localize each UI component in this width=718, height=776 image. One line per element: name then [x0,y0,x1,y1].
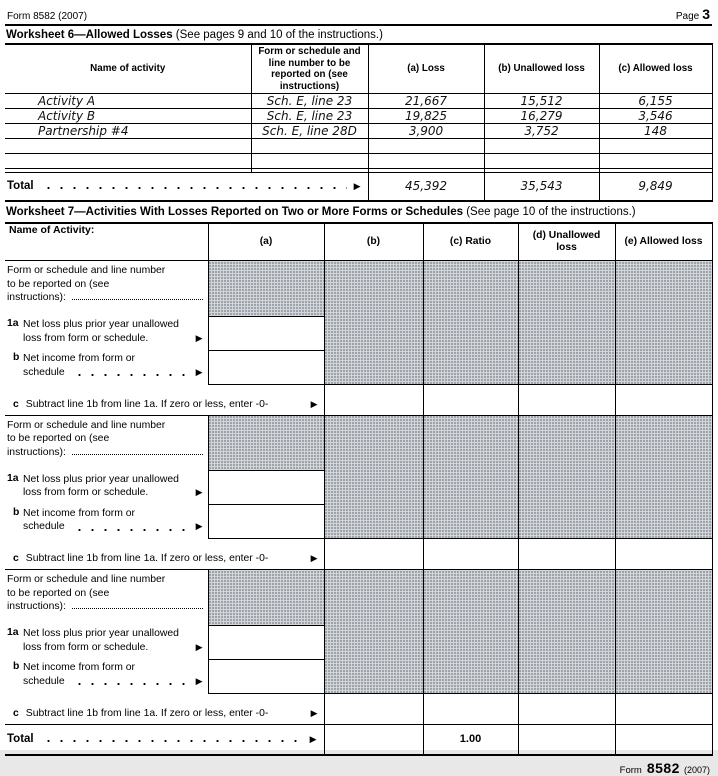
allowed-loss-cell [599,139,712,154]
ws7-col-a: (a) [208,223,324,261]
line-1c-entry-unallowed [518,539,615,570]
ws7-col-b: (b) [324,223,423,261]
ws7-block3-1c-row [5,693,712,724]
line-1a-label: 1a Net loss plus prior year unallowed loss from form or schedule. ▶ [7,627,203,653]
ws6-row-3 [5,124,712,139]
unallowed-loss-cell: 15,512 [484,94,599,109]
line-1b-entry-cell [208,659,324,693]
shaded-cell-allowed [615,261,712,385]
line-1c-entry-b [324,539,423,570]
ws6-row-4 [5,139,712,154]
right-arrow-icon: ▶ [353,181,361,192]
ws6-title-note: (See pages 9 and 10 of the instructions.) [175,29,383,41]
ws7-block3-label-row [5,570,712,625]
dot-leader [73,682,189,686]
page-footer [5,756,712,776]
form-schedule-cell [251,139,368,154]
ws6-col-form: Form or schedule and line number to be reported on (see instructions) [251,44,368,94]
right-arrow-icon: ▶ [195,487,203,498]
right-arrow-icon: ▶ [195,332,203,343]
activity-name-cell [5,139,251,154]
allowed-loss-cell [599,154,712,169]
line-1c-entry-ratio [423,693,518,724]
footer-form-number: 8582 [646,760,680,776]
ws7-title-text: Worksheet 7—Activities With Losses Reported on Two or More Forms or Schedules [6,205,464,218]
dot-leader [42,186,347,190]
activity-name-cell: Activity A [5,94,251,109]
footer-form-label: Form [619,765,642,776]
shaded-cell-ratio [423,415,518,539]
ws7-total-b [324,724,423,755]
unallowed-loss-cell [484,154,599,169]
page-header [5,6,712,24]
ws6-row-2 [5,109,712,124]
form-schedule-label: Form or schedule and line number to be reported on (see instructions): [5,261,208,316]
loss-cell [368,139,484,154]
dotted-entry-line [72,454,203,455]
ws6-table [5,43,713,202]
ws7-block1-1c-row [5,384,712,415]
loss-cell: 3,900 [368,124,484,139]
form-schedule-label: Form or schedule and line number to be reported on (see instructions): [5,570,208,625]
shaded-cell-unallowed [518,415,615,539]
ws7-col-unallowed: (d) Unallowed loss [518,223,615,261]
ws6-title [5,26,712,43]
form-schedule-entry-cell-shaded [208,415,324,470]
loss-cell: 19,825 [368,109,484,124]
shaded-cell-allowed [615,570,712,694]
ws7-total-label-cell [5,724,324,755]
ws7-col-allowed: (e) Allowed loss [615,223,712,261]
ws7-total-label: Total [7,733,34,746]
ws7-block2-1c-row [5,539,712,570]
activity-name-cell: Activity B [5,109,251,124]
line-1b-label: b Net income from form or schedule ▶ [13,352,203,378]
unallowed-loss-cell: 16,279 [484,109,599,124]
line-1c-label: c Subtract line 1b from line 1a. If zero or less, enter -0- ▶ [5,384,324,415]
shaded-cell-unallowed [518,261,615,385]
line-1a-label: 1a Net loss plus prior year unallowed loss from form or schedule. ▶ [7,472,203,499]
ws7-block-labels [5,415,208,539]
right-arrow-icon: ▶ [195,366,203,377]
ws7-title [5,202,712,222]
shaded-cell-ratio [423,570,518,694]
ws7-total-allowed [615,724,712,755]
line-1c-entry-ratio [423,539,518,570]
shaded-cell-b [324,415,423,539]
ws7-block2-label-row [5,415,712,470]
line-1b-entry-cell [208,505,324,539]
ws6-col-loss: (a) Loss [368,44,484,94]
footer-form-year: (2007) [683,765,710,776]
line-1c-label: c Subtract line 1b from line 1a. If zero or less, enter -0- ▶ [5,693,324,724]
line-1c-entry-allowed [615,539,712,570]
ws7-total-unallowed [518,724,615,755]
form-schedule-cell: Sch. E, line 28D [251,124,368,139]
ws6-col-allowed: (c) Allowed loss [599,44,712,94]
form-schedule-entry-cell-shaded [208,570,324,625]
page-indicator [676,6,710,22]
ws6-row-1 [5,94,712,109]
ws6-row-5 [5,154,712,169]
line-1c-entry-b [324,693,423,724]
unallowed-loss-cell: 3,752 [484,124,599,139]
ws7-block-labels [5,570,208,694]
right-arrow-icon: ▶ [310,707,318,718]
right-arrow-icon: ▶ [195,641,203,652]
dot-leader [73,528,189,532]
dotted-entry-line [72,299,203,300]
ws7-total-row [5,724,712,755]
right-arrow-icon: ▶ [309,734,317,745]
allowed-loss-cell: 148 [599,124,712,139]
ws7-col-ratio: (c) Ratio [423,223,518,261]
form-id: Form 8582 (2007) [7,11,88,22]
line-1b-entry-cell [208,350,324,384]
ws6-header-row [5,44,712,94]
line-1c-entry-ratio [423,384,518,415]
dot-leader [73,373,189,377]
ws7-block-labels [5,261,208,385]
line-1c-label: c Subtract line 1b from line 1a. If zero or less, enter -0- ▶ [5,539,324,570]
right-arrow-icon: ▶ [310,398,318,409]
ws6-total-unallowed: 35,543 [484,173,599,201]
loss-cell: 21,667 [368,94,484,109]
activity-name-cell: Partnership #4 [5,124,251,139]
shaded-cell-ratio [423,261,518,385]
ws7-header-row [5,223,712,261]
line-1c-entry-b [324,384,423,415]
shaded-cell-b [324,261,423,385]
shaded-cell-unallowed [518,570,615,694]
line-1a-entry-cell [208,316,324,350]
ws6-total-loss: 45,392 [368,173,484,201]
ws6-total-allowed: 9,849 [599,173,712,201]
unallowed-loss-cell [484,139,599,154]
ws7-title-note: (See page 10 of the instructions.) [466,205,636,218]
form-schedule-entry-cell-shaded [208,261,324,316]
dotted-entry-line [72,608,203,609]
line-1a-entry-cell [208,471,324,505]
form-schedule-label: Form or schedule and line number to be reported on (see instructions): [5,416,208,471]
form-schedule-cell [251,154,368,169]
form-schedule-cell: Sch. E, line 23 [251,109,368,124]
activity-name-cell [5,154,251,169]
ws6-total-label-cell [5,173,368,201]
form-schedule-cell: Sch. E, line 23 [251,94,368,109]
line-1c-entry-allowed [615,384,712,415]
right-arrow-icon: ▶ [195,521,203,532]
right-arrow-icon: ▶ [310,553,318,564]
allowed-loss-cell: 6,155 [599,94,712,109]
shaded-cell-allowed [615,415,712,539]
allowed-loss-cell: 3,546 [599,109,712,124]
line-1b-label: b Net income from form or schedule ▶ [13,506,203,533]
loss-cell [368,154,484,169]
line-1a-entry-cell [208,625,324,659]
page-label: Page [675,11,700,22]
line-1c-entry-allowed [615,693,712,724]
ws7-total-ratio: 1.00 [423,724,518,755]
ws7-col-name: Name of Activity: [5,223,208,261]
line-1c-entry-unallowed [518,693,615,724]
ws7-table [5,222,713,757]
ws7-block1-label-row [5,261,712,316]
dot-leader [42,739,303,743]
line-1c-entry-unallowed [518,384,615,415]
ws6-col-name: Name of activity [5,44,251,94]
ws6-col-unallowed: (b) Unallowed loss [484,44,599,94]
ws6-title-text: Worksheet 6—Allowed Losses [6,29,173,41]
right-arrow-icon: ▶ [195,675,203,686]
page-number: 3 [702,6,710,22]
line-1a-label: 1a Net loss plus prior year unallowed loss from form or schedule. ▶ [7,318,203,344]
line-1b-label: b Net income from form or schedule ▶ [13,661,203,687]
shaded-cell-b [324,570,423,694]
ws6-total-row [5,173,712,201]
ws6-total-label: Total [7,180,34,193]
